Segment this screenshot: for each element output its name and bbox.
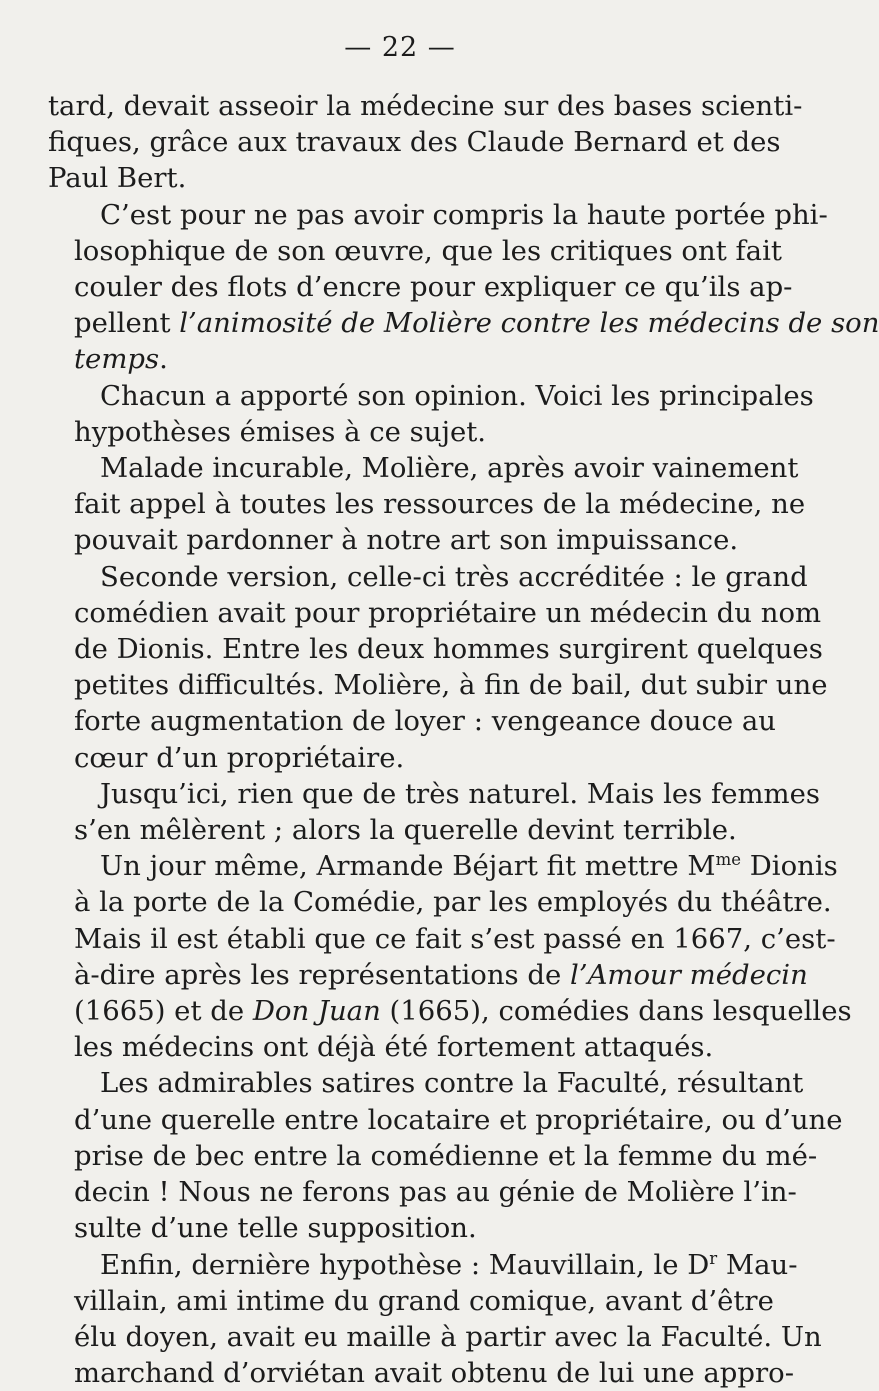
text-line: Malade incurable, Molière, après avoir vainement [48,450,758,486]
text-line: forte augmentation de loyer : vengeance douce au [48,703,758,739]
paragraph [48,450,758,559]
text-line: losophique de son œuvre, que les critiques ont fait [48,233,758,269]
paragraph [48,1065,758,1246]
text-line: Jusqu’ici, rien que de très naturel. Mais les femmes [48,776,758,812]
text-line: Enfin, dernière hypothèse : Mauvillain, le $D^r$ Mau- [48,1247,758,1283]
text-line: fait appel à toutes les ressources de la médecine, ne [48,486,758,522]
text-line: marchand d’orviétan avait obtenu de lui une appro- [48,1355,758,1391]
text-line: d’une querelle entre locataire et propriétaire, ou d’une [48,1102,758,1138]
body-text [48,88,758,1391]
paragraph [48,848,758,1065]
text-line: petites difficultés. Molière, à fin de bail, dut subir une [48,667,758,703]
paragraph [48,88,758,197]
text-line: C’est pour ne pas avoir compris la haute portée phi- [48,197,758,233]
text-line: Un jour même, Armande Béjart fit mettre $M^{me}$ Dionis [48,848,758,884]
text-line: hypothèses émises à ce sujet. [48,414,758,450]
text-line: pouvait pardonner à notre art son impuissance. [48,522,758,558]
page-number: — 22 — [0,32,800,63]
text-line: de Dionis. Entre les deux hommes surgirent quelques [48,631,758,667]
text-line: Mais il est établi que ce fait s’est passé en 1667, c’est- [48,921,758,957]
text-line: Chacun a apporté son opinion. Voici les principales [48,378,758,414]
text-line: à-dire après les représentations de l’Amour médecin [48,957,758,993]
text-line: Seconde version, celle-ci très accréditée : le grand [48,559,758,595]
paragraph [48,378,758,450]
paragraph [48,1247,758,1391]
text-line: Les admirables satires contre la Faculté, résultant [48,1065,758,1101]
text-line: couler des flots d’encre pour expliquer ce qu’ils ap- [48,269,758,305]
paragraph [48,197,758,378]
text-line: pellent l’animosité de Molière contre les médecins de son [48,305,758,341]
text-line: sulte d’une telle supposition. [48,1210,758,1246]
paragraph [48,776,758,848]
paragraph [48,559,758,776]
text-line: s’en mêlèrent ; alors la querelle devint terrible. [48,812,758,848]
text-line: Paul Bert. [48,160,758,196]
text-line: comédien avait pour propriétaire un médecin du nom [48,595,758,631]
text-line: fiques, grâce aux travaux des Claude Bernard et des [48,124,758,160]
text-line: temps. [48,341,758,377]
text-line: les médecins ont déjà été fortement attaqués. [48,1029,758,1065]
text-line: villain, ami intime du grand comique, avant d’être [48,1283,758,1319]
text-line: (1665) et de Don Juan (1665), comédies dans lesquelles [48,993,758,1029]
text-line: cœur d’un propriétaire. [48,740,758,776]
text-line: prise de bec entre la comédienne et la femme du mé- [48,1138,758,1174]
text-line: à la porte de la Comédie, par les employés du théâtre. [48,884,758,920]
text-line: tard, devait asseoir la médecine sur des bases scienti- [48,88,758,124]
text-line: decin ! Nous ne ferons pas au génie de Molière l’in- [48,1174,758,1210]
text-line: élu doyen, avait eu maille à partir avec la Faculté. Un [48,1319,758,1355]
